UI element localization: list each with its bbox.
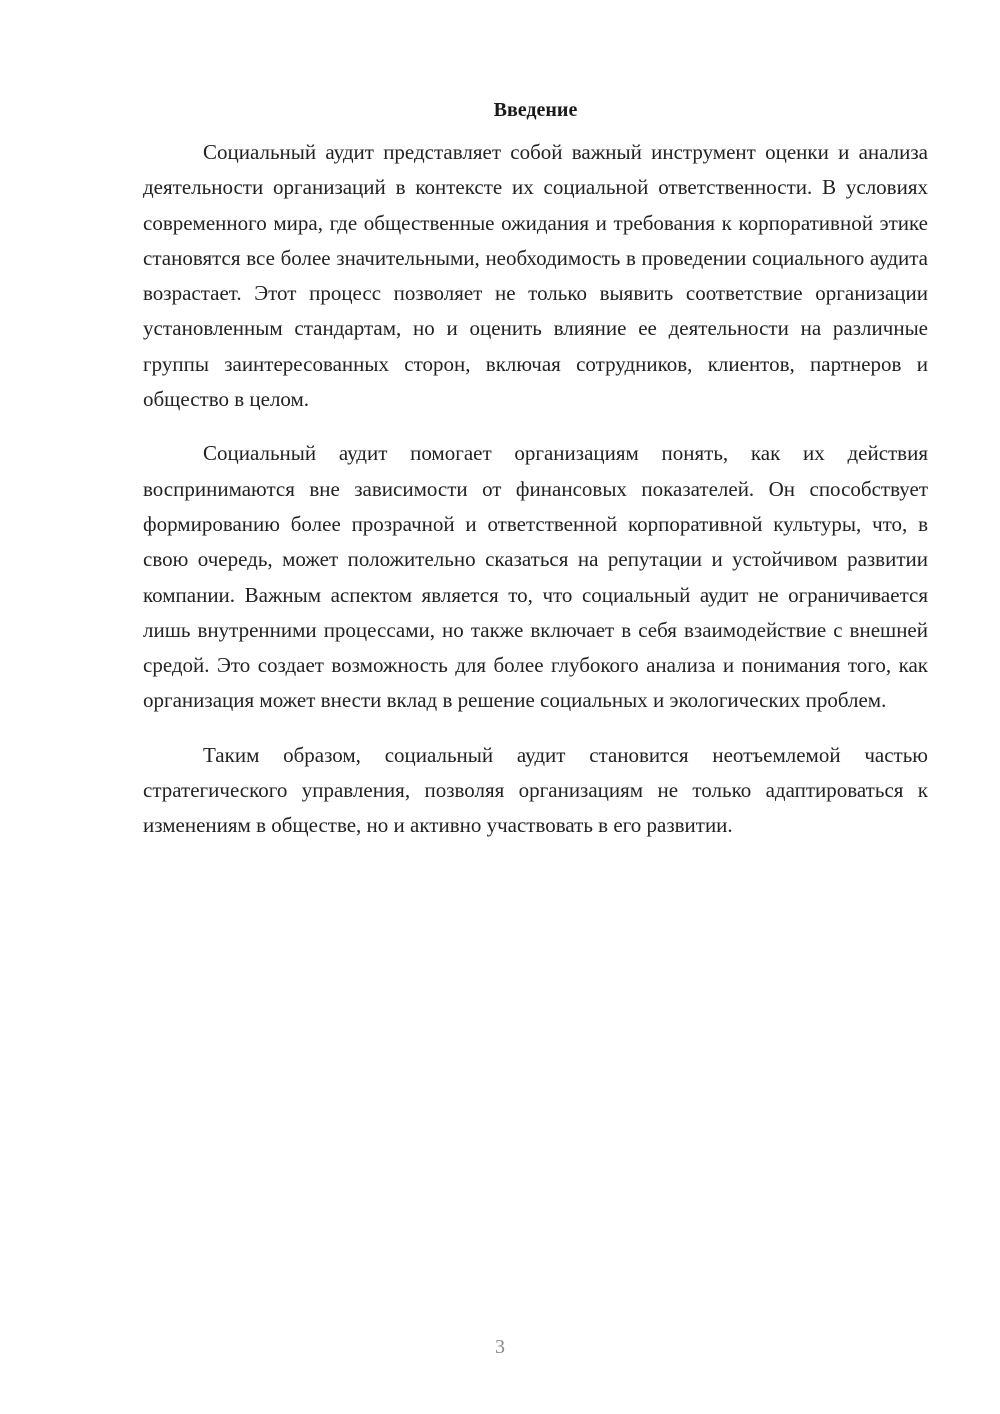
page-number: 3 xyxy=(495,1336,505,1358)
section-title: Введение xyxy=(493,99,578,121)
paragraph-1: Социальный аудит представляет собой важный инструмент оценки и анализа деятельности организаций в контексте их социальной ответственности. В условиях современного мира, где общественные ожидания и требования к корпоративной этике становятся все более значительными, необходимость в проведении социального аудита возрастает. Этот процесс позволяет не только выявить соответствие организации установленным стандартам, но и оценить влияние ее деятельности на различные группы заинтересованных сторон, включая сотрудников, клиентов, партнеров и общество в целом. xyxy=(143,140,928,412)
paragraph-3: Таким образом, социальный аудит становится неотъемлемой частью стратегического управления, позволяя организациям не только адаптироваться к изменениям в обществе, но и активно участвовать в его развитии. xyxy=(143,742,928,838)
paragraph-2: Социальный аудит помогает организациям понять, как их действия воспринимаются вне зависимости от финансовых показателей. Он способствует формированию более прозрачной и ответственной корпоративной культуры, что, в свою очередь, может положительно сказаться на репутации и устойчивом развитии компании. Важным аспектом является то, что социальный аудит не ограничивается лишь внутренними процессами, но также включает в себя взаимодействие с внешней средой. Это создает возможность для более глубокого анализа и понимания того, как организация может внести вклад в решение социальных и экологических проблем. xyxy=(143,441,928,713)
page-content xyxy=(143,96,928,863)
